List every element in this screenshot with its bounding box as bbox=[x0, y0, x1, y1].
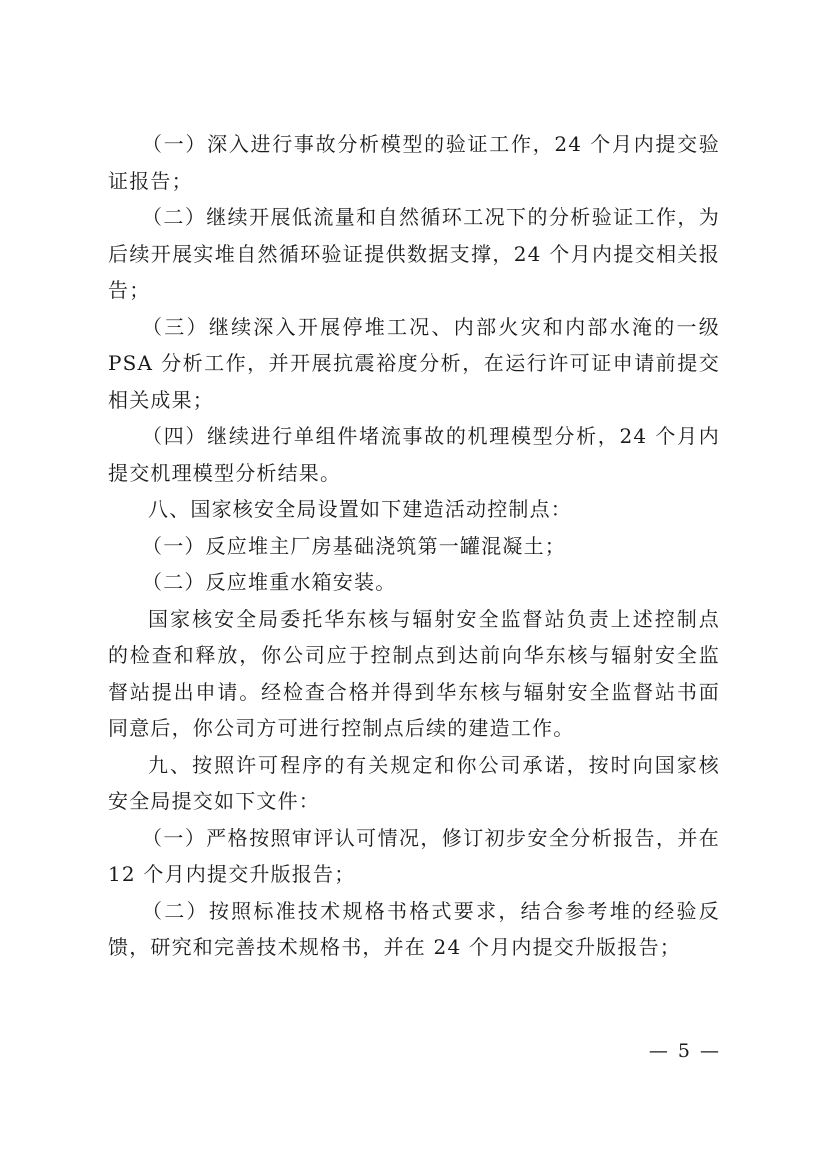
paragraph-8-1: （一）反应堆主厂房基础浇筑第一罐混凝土； bbox=[142, 533, 566, 558]
paragraph-9-2: （二）按照标准技术规格书格式要求，结合参考堆的经验反馈，研究和完善技术规格书，并在 24 个月内提交升版报告； bbox=[108, 898, 720, 959]
section-9-heading: 九、按照许可程序的有关规定和你公司承诺，按时向国家核安全局提交如下文件： bbox=[108, 752, 720, 813]
paragraph-7-4: （四）继续进行单组件堵流事故的机理模型分析，24 个月内提交机理模型分析结果。 bbox=[108, 424, 720, 485]
paragraph-8-note: 国家核安全局委托华东核与辐射安全监督站负责上述控制点的检查和释放，你公司应于控制点到达前向华东核与辐射安全监督站提出申请。经检查合格并得到华东核与辐射安全监督站书面同意后，你公司方可进行控制点后续的建造工作。 bbox=[108, 606, 720, 740]
page-number: — 5 — bbox=[648, 1040, 721, 1062]
section-8-heading: 八、国家核安全局设置如下建造活动控制点： bbox=[148, 497, 572, 521]
body-text bbox=[108, 126, 720, 966]
paragraph-7-2: （二）继续开展低流量和自然循环工况下的分析验证工作，为后续开展实堆自然循环验证提供数据支撑，24 个月内提交相关报告； bbox=[108, 205, 720, 302]
paragraph-7-1: （一）深入进行事故分析模型的验证工作，24 个月内提交验证报告； bbox=[108, 132, 720, 193]
paragraph-9-1: （一）严格按照审评认可情况，修订初步安全分析报告，并在 12 个月内提交升版报告； bbox=[108, 825, 720, 886]
paragraph-7-3: （三）继续深入开展停堆工况、内部火灾和内部水淹的一级 PSA 分析工作，并开展抗震裕度分析，在运行许可证申请前提交相关成果； bbox=[108, 314, 720, 412]
paragraph-8-2: （二）反应堆重水箱安装。 bbox=[142, 570, 397, 594]
